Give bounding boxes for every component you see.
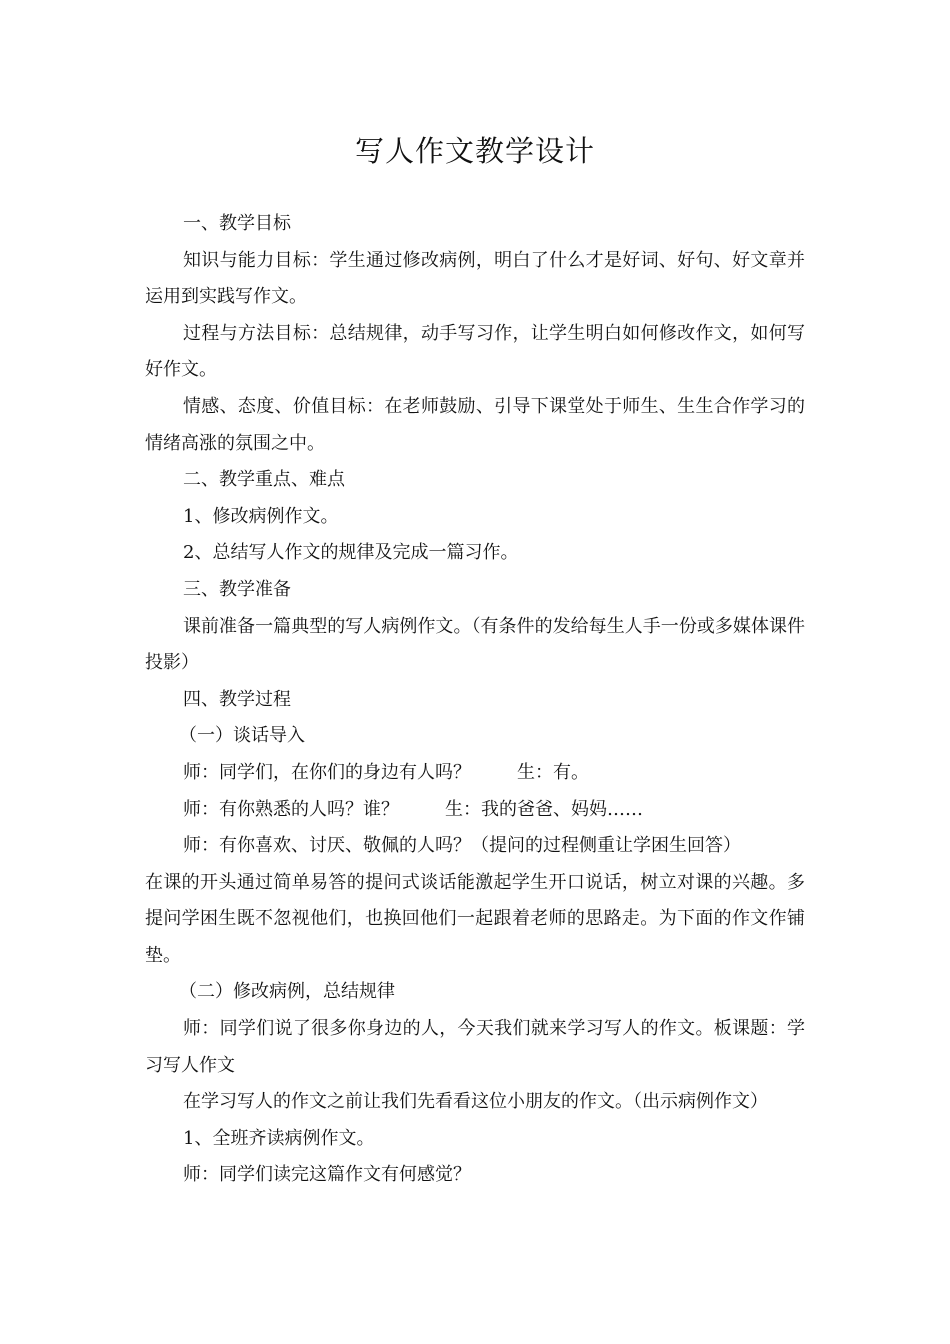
dialogue-line-3: 师：有你喜欢、讨厌、敬佩的人吗？（提问的过程侧重让学困生回答） bbox=[183, 835, 741, 857]
paragraph-show-example: 在学习写人的作文之前让我们先看看这位小朋友的作文。（出示病例作文） bbox=[183, 1091, 768, 1113]
paragraph-intro-commentary: 在课的开头通过简单易答的提问式谈话能激起学生开口说话，树立对课的兴趣。多提问学困生既不忽视他们，也换回他们一起跟着老师的思路走。为下面的作文作铺垫。 bbox=[145, 871, 805, 966]
heading-preparation: 三、教学准备 bbox=[183, 578, 291, 600]
dialogue-line-1 bbox=[145, 755, 805, 792]
dialogue-student-2: 生：我的爸爸、妈妈…… bbox=[445, 798, 643, 820]
paragraph-preparation: 课前准备一篇典型的写人病例作文。（有条件的发给每生人手一份或多媒体课件投影） bbox=[145, 615, 805, 674]
paragraph-process-goal: 过程与方法目标：总结规律，动手写习作，让学生明白如何修改作文，如何写好作文。 bbox=[145, 322, 805, 381]
paragraph-knowledge-goal: 知识与能力目标：学生通过修改病例，明白了什么才是好词、好句、好文章并运用到实践写作文。 bbox=[145, 249, 805, 308]
document-body bbox=[145, 206, 805, 1194]
document-title: 写人作文教学设计 bbox=[354, 134, 595, 168]
paragraph-board-title: 师：同学们说了很多你身边的人，今天我们就来学习写人的作文。板课题：学习写人作文 bbox=[145, 1018, 805, 1076]
dialogue-teacher-1: 师：同学们，在你们的身边有人吗？ bbox=[183, 761, 471, 783]
subheading-intro-talk: （一）谈话导入 bbox=[179, 725, 305, 747]
list-item-read-example: 1、全班齐读病例作文。 bbox=[183, 1127, 375, 1149]
paragraph-emotion-goal: 情感、态度、价值目标：在老师鼓励、引导下课堂处于师生、生生合作学习的情绪高涨的氛围之中。 bbox=[145, 395, 805, 454]
dialogue-teacher-2: 师：有你熟悉的人吗？谁？ bbox=[183, 798, 399, 820]
heading-key-points: 二、教学重点、难点 bbox=[183, 469, 345, 491]
heading-teaching-goals: 一、教学目标 bbox=[183, 213, 291, 234]
dialogue-line-2 bbox=[145, 792, 805, 829]
list-item-key-point-1: 1、修改病例作文。 bbox=[183, 505, 339, 527]
subheading-revise-examples: （二）修改病例，总结规律 bbox=[179, 981, 395, 1003]
list-item-key-point-2: 2、总结写人作文的规律及完成一篇习作。 bbox=[183, 542, 519, 564]
dialogue-student-1: 生：有。 bbox=[517, 761, 589, 783]
paragraph-teacher-question: 师：同学们读完这篇作文有何感觉？ bbox=[183, 1164, 471, 1186]
heading-teaching-process: 四、教学过程 bbox=[183, 688, 291, 710]
